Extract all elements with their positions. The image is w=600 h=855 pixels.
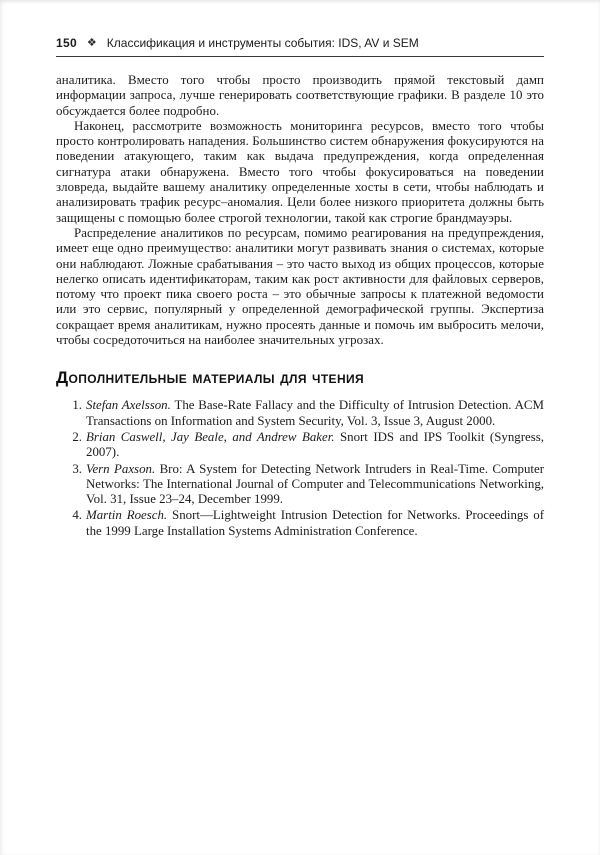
body-text xyxy=(56,73,544,348)
section-heading: Дополнительные материалы для чтения xyxy=(56,368,365,388)
reference-author: Stefan Axelsson. xyxy=(86,398,171,413)
reference-text: Bro: A System for Detecting Network Intruders in Real-Time. Computer Networks: The International Journal of Computer and Telecommunications Networking, Vol. 31, Issue 23–24, December 1999. xyxy=(86,461,544,507)
page-number: 150 xyxy=(56,36,77,50)
reference-author: Martin Roesch. xyxy=(86,508,168,523)
reference-number: 2. xyxy=(72,429,82,444)
reference-author: Vern Paxson. xyxy=(86,461,156,476)
reference-text: Snort IDS and IPS Toolkit (Syngress, 2007). xyxy=(86,429,544,460)
reference-item xyxy=(56,462,544,508)
reference-item xyxy=(56,398,544,429)
running-title: Классификация и инструменты события: IDS, AV и SEM xyxy=(106,36,419,50)
paragraph: Наконец, рассмотрите возможность мониторинга ресурсов, вместо того чтобы просто контролировать нападения. Большинство систем обнаружения фокусируются на поведении атакующего, таким как выдача предупреждения, когда определенная сигнатура атаки обнаружена. Вместо того чтобы фокусироваться на поведении зловреда, выдайте вашему аналитику определенные хосты в сети, чтобы наблюдать и анализировать трафик ресурс–аномалия. Цели более низкого приоритета должны быть защищены с помощью более строгой технологии, такой как строгие брандмауэры. xyxy=(56,118,544,225)
reference-number: 3. xyxy=(72,461,82,476)
reference-text: The Base-Rate Fallacy and the Difficulty of Intrusion Detection. ACM Transactions on Information and System Security, Vol. 3, Issue 3, August 2000. xyxy=(86,398,544,428)
reference-list xyxy=(56,398,544,539)
ornament-diamond-icon: ❖ xyxy=(86,37,97,49)
reference-number: 4. xyxy=(72,508,82,523)
reference-item xyxy=(56,508,544,539)
paragraph: аналитика. Вместо того чтобы просто производить прямой текстовый дамп информации запроса, лучше генерировать соответствующие графики. В разделе 10 это обсуждается более подробно. xyxy=(56,73,544,118)
reference-author: Brian Caswell, Jay Beale, and Andrew Baker. xyxy=(86,429,335,444)
reference-item xyxy=(56,430,544,461)
page-header xyxy=(56,36,544,57)
paragraph: Распределение аналитиков по ресурсам, помимо реагирования на предупреждения, имеет еще одно преимущество: аналитики могут развивать знания о системах, которые они наблюдают. Ложные срабатывания – это часто выход из общих процессов, которые нелегко описать идентификаторам, таким как рост активности для файловых серверов, потому что проект пика своего роста – это обычные запросы к платежной ведомости или это сервис, популярный у определенной демографической группы. Экспертиза сокращает время аналитикам, нужно просеять данные и помочь им выбросить мелочи, чтобы сосредоточиться на наиболее значительных угрозах. xyxy=(56,225,544,348)
reference-number: 1. xyxy=(72,398,82,413)
reference-text: Snort—Lightweight Intrusion Detection for Networks. Proceedings of the 1999 Large Installation Systems Administration Conference. xyxy=(86,508,544,538)
